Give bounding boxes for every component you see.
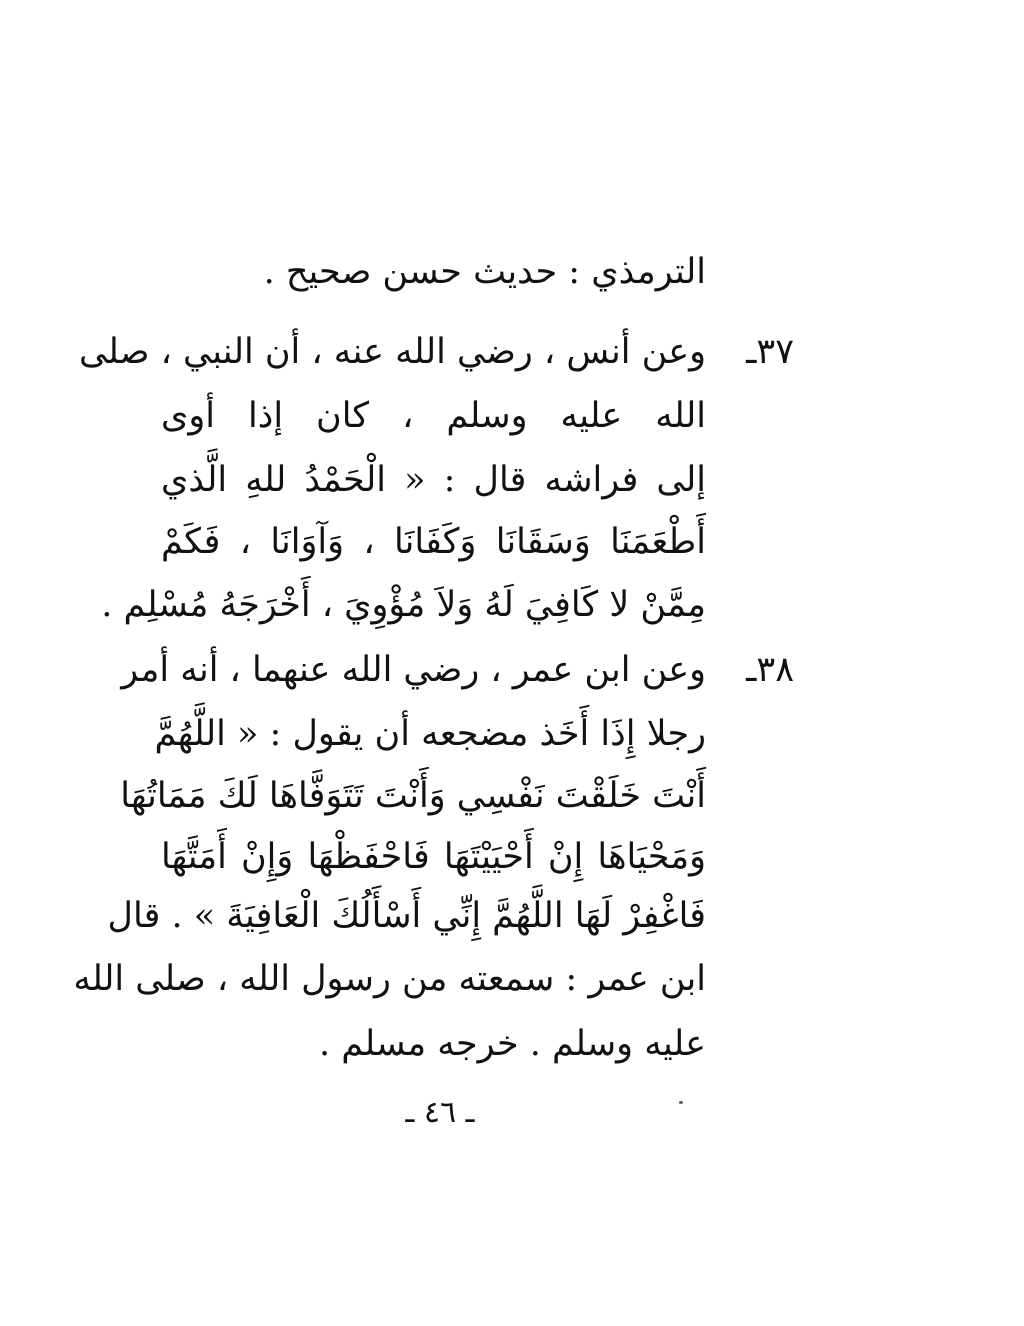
hadith-38-number: ٣٨ـ [746, 650, 794, 690]
hadith-37-line-5: مِمَّنْ لا كَافِيَ لَهُ وَلاَ مُؤْوِيَ ، أَخْرَجَهُ مُسْلِم . [101, 585, 706, 625]
intro-line: الترمذي : حديث حسن صحيح . [263, 252, 706, 292]
hadith-38-line-3: أَنْتَ خَلَقْتَ نَفْسِي وَأَنْتَ تَتَوَفَّاهَا لَكَ مَمَاتُهَا [120, 776, 706, 816]
hadith-37-line-3: إلى فراشه قال : « الْحَمْدُ للهِ الَّذي [161, 460, 706, 500]
hadith-37-line-2: الله عليه وسلم ، كان إذا أوى [161, 396, 706, 436]
scan-speck [679, 1101, 683, 1104]
hadith-38-line-2: رجلا إِذَا أَخَذ مضجعه أن يقول : « اللَّهُمَّ [154, 714, 706, 754]
hadith-37-line-4: أَطْعَمَنَا وَسَقَانَا وَكَفَانَا ، وَآوَانَا ، فَكَمْ [161, 522, 706, 562]
hadith-38-line-4: وَمَحْيَاهَا إِنْ أَحْيَيْتَهَا فَاحْفَظْهَا وَإِنْ أَمَتَّهَا [161, 837, 706, 877]
hadith-37-number: ٣٧ـ [746, 332, 794, 372]
hadith-38-line-5: فَاغْفِرْ لَهَا اللَّهُمَّ إِنِّي أَسْأَلُكَ الْعَافِيَةَ » . قال [107, 896, 706, 936]
page-number: ـ ٤٦ ـ [405, 1095, 475, 1130]
hadith-38-line-6: ابن عمر : سمعته من رسول الله ، صلى الله [73, 959, 706, 999]
hadith-38-line-7: عليه وسلم . خرجه مسلم . [319, 1024, 706, 1064]
hadith-38-line-1: وعن ابن عمر ، رضي الله عنهما ، أنه أمر [121, 650, 706, 690]
hadith-37-line-1: وعن أنس ، رضي الله عنه ، أن النبي ، صلى [79, 332, 706, 372]
